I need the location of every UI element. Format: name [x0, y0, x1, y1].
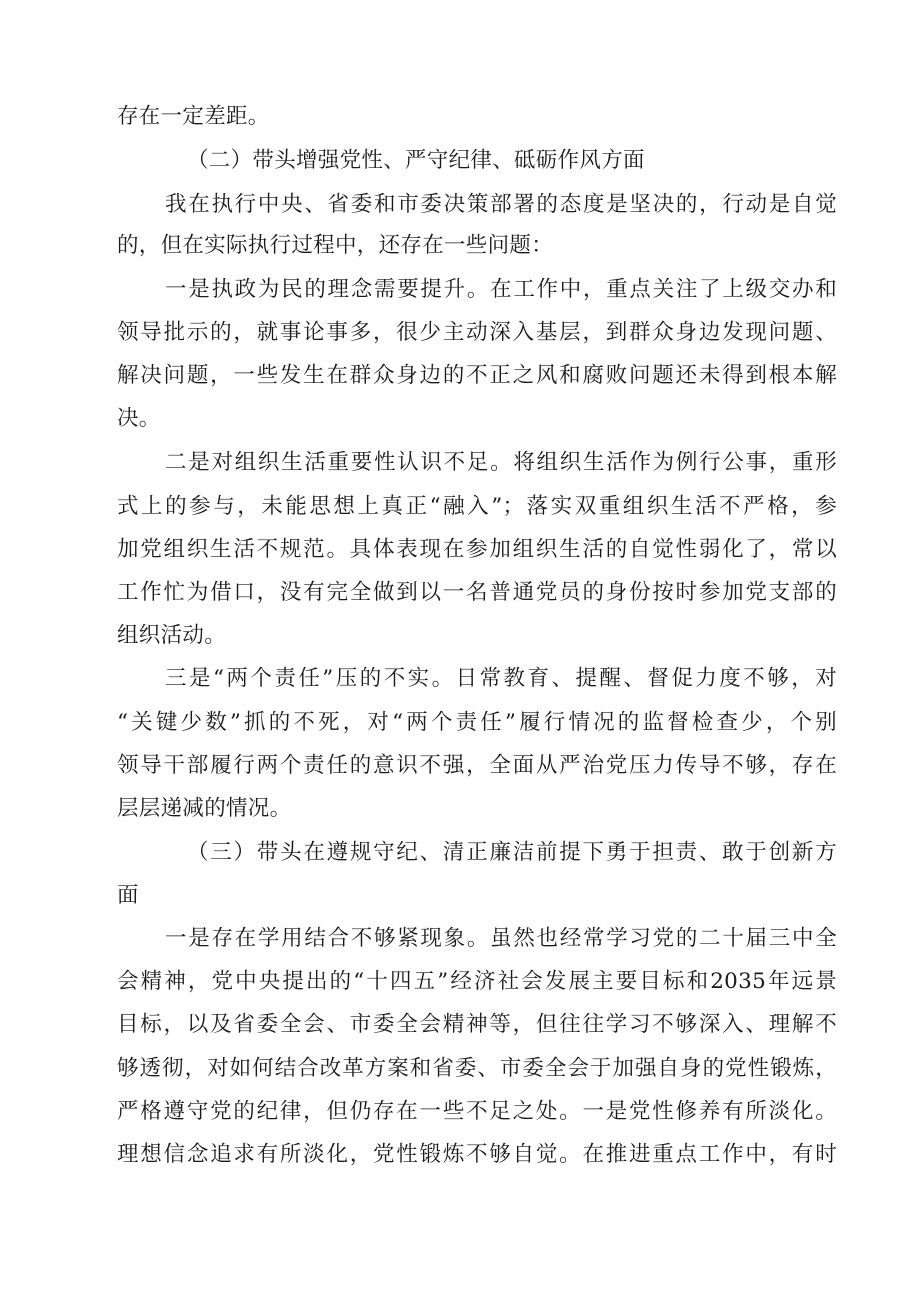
section-heading-2: （二）带头增强党性、严守纪律、砥砺作风方面 — [187, 148, 645, 173]
text-line: 存在一定差距。 — [117, 104, 270, 129]
text-line: 目标，以及省委全会、市委全会精神等，但往往学习不够深入、理解不 — [117, 1012, 837, 1037]
text-line: 我在执行中央、省委和市委决策部署的态度是坚决的，行动是自觉 — [165, 192, 837, 217]
text-line: 够透彻，对如何结合改革方案和省委、市委全会于加强自身的党性锻炼， — [117, 1056, 837, 1081]
text-line: 领导干部履行两个责任的意识不强，全面从严治党压力传导不够，存在 — [117, 753, 837, 778]
text-line: 二是对组织生活重要性认识不足。将组织生活作为例行公事，重形 — [165, 450, 837, 475]
text-line: 理想信念追求有所淡化，党性锻炼不够自觉。在推进重点工作中，有时 — [117, 1142, 837, 1167]
text-line: 领导批示的，就事论事多，很少主动深入基层，到群众身边发现问题、 — [117, 320, 837, 345]
text-line: 加党组织生活不规范。具体表现在参加组织生活的自觉性弱化了，常以 — [117, 537, 837, 562]
section-heading-3-cont: 面 — [117, 883, 139, 908]
text-line: 的，但在实际执行过程中，还存在一些问题： — [117, 233, 554, 258]
text-line: 组织活动。 — [117, 623, 227, 648]
text-line: 一是存在学用结合不够紧现象。虽然也经常学习党的二十届三中全 — [165, 926, 837, 951]
text-line: 会精神，党中央提出的“十四五”经济社会发展主要目标和2035年远景 — [117, 969, 837, 994]
text-line: 解决问题，一些发生在群众身边的不正之风和腐败问题还未得到根本解 — [117, 363, 837, 388]
text-line: 式上的参与，未能思想上真正“融入”；落实双重组织生活不严格，参 — [117, 494, 837, 519]
text-line: 严格遵守党的纪律，但仍存在一些不足之处。一是党性修养有所淡化。 — [117, 1099, 837, 1124]
text-line: 一是执政为民的理念需要提升。在工作中，重点关注了上级交办和 — [165, 277, 837, 302]
text-line: 三是“两个责任”压的不实。日常教育、提醒、督促力度不够，对 — [165, 666, 837, 691]
text-line: 决。 — [117, 406, 161, 431]
section-heading-3: （三）带头在遵规守纪、清正廉洁前提下勇于担责、敢于创新方 — [187, 840, 837, 865]
text-line: 层层递减的情况。 — [117, 796, 292, 821]
text-line: “关键少数”抓的不死，对“两个责任”履行情况的监督检查少，个别 — [117, 710, 837, 735]
text-line: 工作忙为借口，没有完全做到以一名普通党员的身份按时参加党支部的 — [117, 580, 837, 605]
